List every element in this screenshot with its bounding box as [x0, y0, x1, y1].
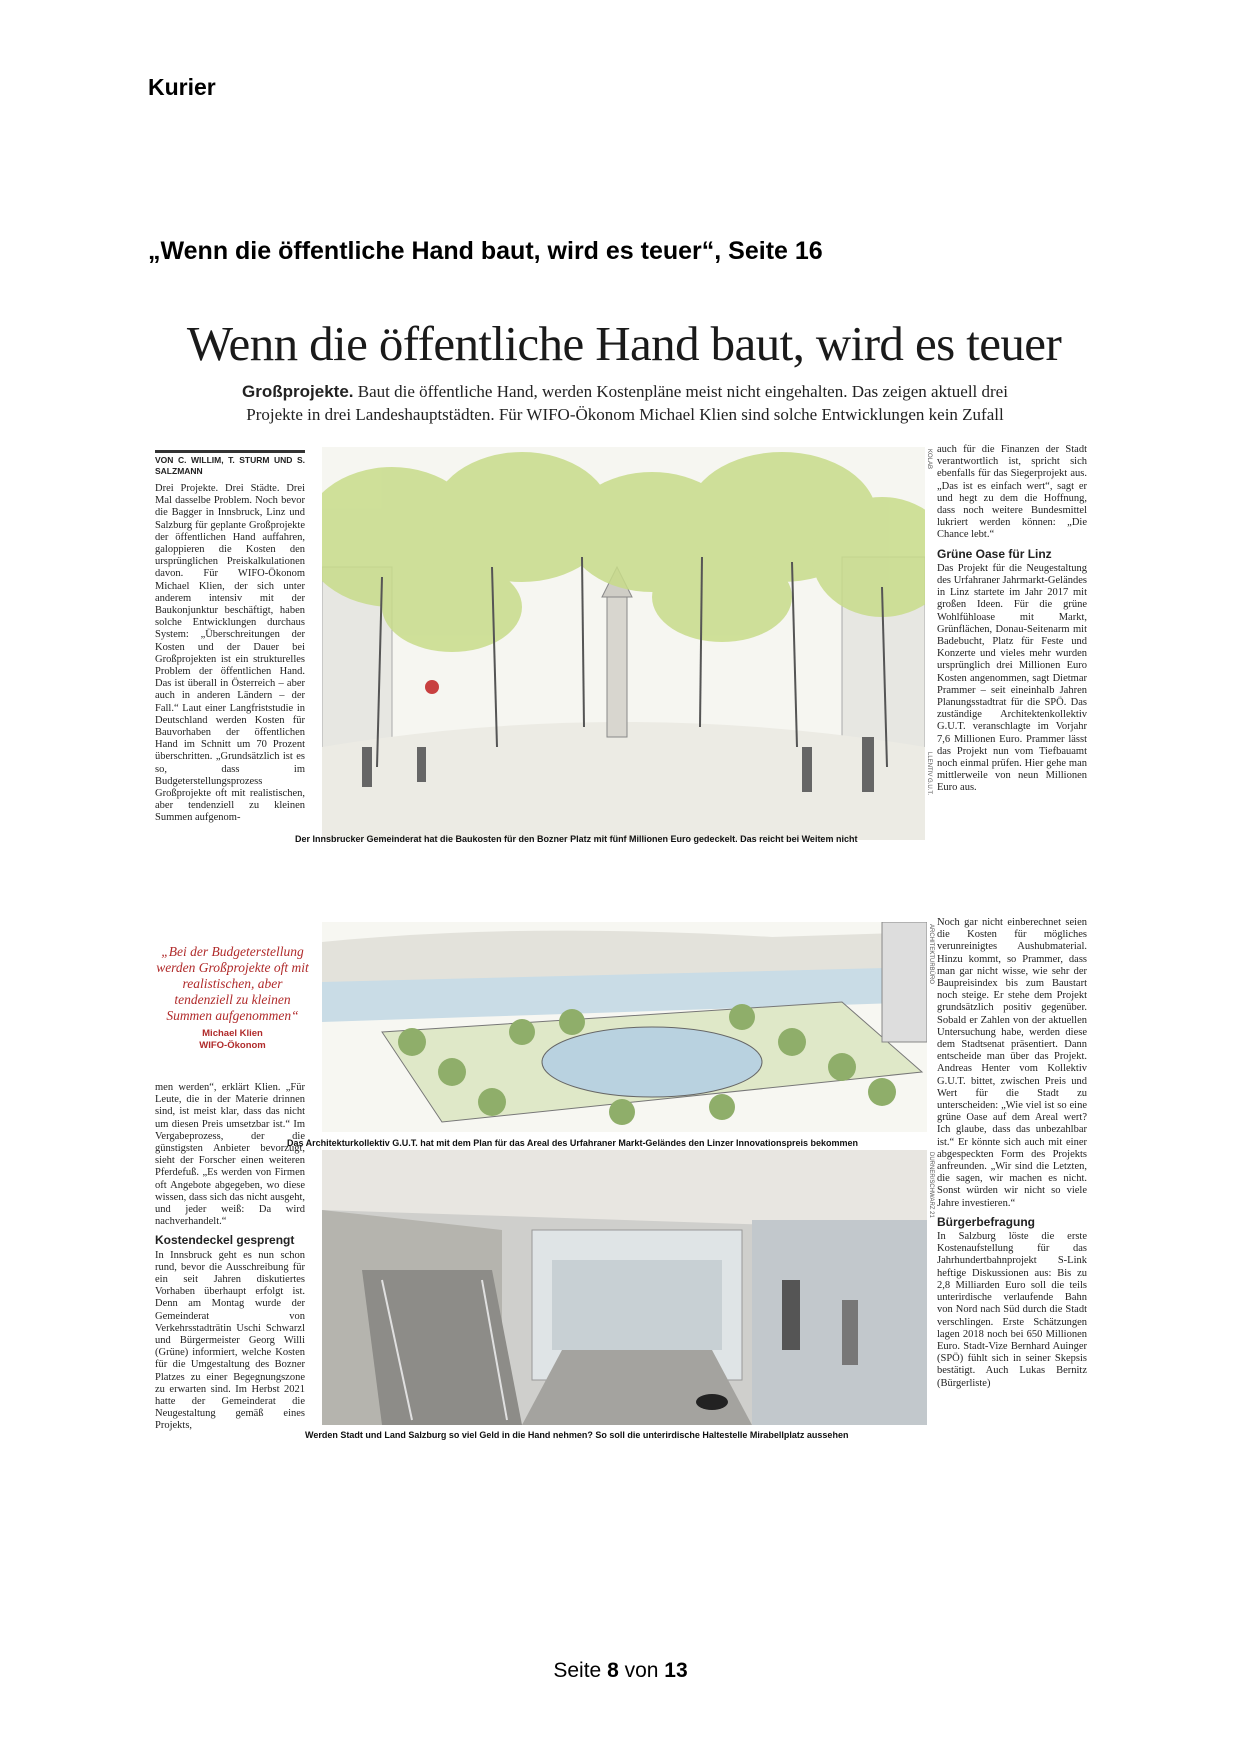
column-3d-text: In Salzburg löste die erste Kostenaufstellung für das Jahrhundertbahnprojekt S-Link heftige Diskussionen aus: Bis zu 2,8 Milliarden Euro soll die teils unterirdische verlaufende Bahn von Nord nach Süd durch die Stadt verschlingen. Erste Schätzungen lagen 2018 noch bei 650 Millionen Euro. Stadt-Vize Bernhard Auinger (SPÖ) fühlt sich in seiner Skepsis bestätigt. Auch Lukas Bernitz (Bürgerliste) [937, 1231, 1087, 1389]
column-3b-text: Das Projekt für die Neugestaltung des Urfahraner Jahrmarkt-Geländes in Linz startete im Jahr 2017 mit großen Ideen. Für die grüne Wohlfühloase mit Markt, Grünflächen, Donau-Seitenarm mit Badebucht, Platz für Feste und Konzerte und vieles mehr wurden ursprünglich drei Millionen Euro Kosten angenommen, sagt Dietmar Prammer – seit eineinhalb Jahren Planungsstadtrat für die SPÖ. Das zuständige Architektenkollektiv G.U.T. veranschlagte im Vorjahr 7,6 Millionen Euro. Prammer lässt das Projekt nun vom Tiefbauamt noch einmal prüfen. Hier gehe man mittlerweile von neun Millionen Euro aus. [937, 562, 1087, 794]
mirabellplatz-render [322, 1150, 927, 1425]
document-title: „Wenn die öffentliche Hand baut, wird es teuer“, Seite 16 [148, 237, 823, 265]
credit-kollektiv: LLENTIV G.U.T. [926, 752, 932, 796]
subhead-buergerbefragung: Bürgerbefragung [937, 1214, 1036, 1229]
column-3-text: auch für die Finanzen der Stadt verantwortlich ist, spricht sich ebenfalls für das Siegerprojekt aus. „Das ist es einfach wert“, sagt er und hegt zu dem die Hoffnung, dass noch weitere Bundesmittel lukriert werden können: „Die Chance lebt.“ [937, 444, 1087, 541]
image-mirabellplatz [322, 1150, 927, 1425]
subhead-kostendeckel: Kostendeckel gesprengt [155, 1233, 295, 1248]
column-1-lower [155, 1082, 305, 1502]
footer-total-pages: 13 [664, 1659, 688, 1682]
footer-page-number: 8 [607, 1659, 619, 1682]
lead-label: Großprojekte. [242, 382, 354, 401]
image-bozner-platz [322, 447, 925, 840]
bozner-platz-sketch [322, 447, 925, 840]
quote-org: WIFO-Ökonom [199, 1040, 266, 1051]
lead-text: Baut die öffentliche Hand, werden Kostenpläne meist nicht eingehalten. Das zeigen aktuell drei Projekte in drei Landeshauptstädten. Für WIFO-Ökonom Michael Klien sind solche Entwicklungen kein Zufall [246, 382, 1008, 424]
pull-quote [155, 944, 310, 1052]
quote-text: „Bei der Budgeterstellung werden Großprojekte oft mit realistischen, aber tendenziell zu kleinen Summen aufgenommen“ [156, 944, 309, 1023]
footer-prefix: Seite [553, 1659, 602, 1682]
credit-kolab: KOLAB [926, 449, 932, 470]
column-1c-text: In Innsbruck geht es nun schon rund, bevor die Ausschreibung für ein seit Jahren diskutiertes Vorhaben überhaupt erfolgt ist. Denn am Montag wurde der Gemeinderat von Verkehrsstadträtin Uschi Schwarzl und Bürgermeister Georg Willi (Grüne) informiert, welche Kosten für die Umgestaltung des Bozner Platzes zu einer Begegnungszone zu erwarten sind. Im Herbst 2021 hatte der Gemeinderat die Neugestaltung gemäß eines Projekts, [155, 1249, 305, 1432]
urfahr-markt-sketch [322, 922, 927, 1132]
caption-urfahr-markt: Das Architekturkollektiv G.U.T. hat mit dem Plan für das Areal des Urfahraner Markt-Geländes den Linzer Innovationspreis bekommen [287, 1138, 858, 1148]
column-1b-text: men werden“, erklärt Klien. „Für Leute, die in der Materie drinnen sind, ist meist klar, dass das nicht um diesen Preis umsetzbar ist.“ Im Vergabeprozess, der die günstigsten Anbieter bevorzugt, sieht der Forscher einen weiteren Pferdefuß. „Es werden von Firmen oft Angebote abgegeben, wo diese wissen, dass sich das nicht ausgeht, und jeder weiß: Da wird nachverhandelt.“ [155, 1082, 305, 1228]
newspaper-clipping [155, 312, 1090, 1504]
byline: VON C. WILLIM, T. STURM UND S. SALZMANN [155, 450, 305, 477]
source-label: Kurier [148, 74, 216, 100]
column-1-text: Drei Projekte. Drei Städte. Drei Mal dasselbe Problem. Noch bevor die Bagger in Innsbruck, Linz und Salzburg für geplante Großprojekte der öffentlichen Hand auffahren, galoppieren die Kosten den ursprünglichen Preiskalkulationen davon. Für WIFO-Ökonom Michael Klien, der sich unter anderem intensiv mit der Baukonjunktur beschäftigt, haben solche Entwicklungen durchaus System: „Überschreitungen der Kosten und der Dauer bei Großprojekten ist ein strukturelles Problem der öffentlichen Hand. Das ist überall in Österreich – aber auch in anderen Ländern – der Fall.“ Laut einer Langfriststudie in Deutschland werden Kosten für Bauvorhaben der öffentlichen Hand im Schnitt um 70 Prozent überschritten. „Grundsätzlich ist es so, dass im Budgeterstellungsprozess Großprojekte oft mit realistischen, aber tendenziell zu kleinen Summen aufgenom- [155, 483, 305, 824]
column-1-upper [155, 450, 305, 890]
footer-middle: von [624, 1659, 659, 1682]
column-3-upper [937, 444, 1087, 889]
article-lead [215, 380, 1035, 426]
column-3-lower [937, 917, 1087, 1502]
article-headline: Wenn die öffentliche Hand baut, wird es teuer [186, 316, 1062, 371]
column-3c-text: Noch gar nicht einberechnet seien die Kosten für mögliches verunreinigtes Aushubmaterial. Hinzu kommt, so Prammer, dass man gar nicht wisse, wie sehr der Baupreisindex bis zum Baustart noch steige. Er stehe dem Projekt grundsätzlich positiv gegenüber. Sobald er Zahlen von der aktuellen Untersuchung habe, werden diese dem Stadtsenat präsentiert. Dann entscheide man über das Projekt. Andreas Henter vom Kollektiv G.U.T. bittet, zwischen Preis und Wert für die Stadt zu unterscheiden: „Wie viel ist so eine grüne Oase auf dem Areal wert? Ich glaube, dass das unbezahlbar ist.“ Er könnte sich auch mit einer abgespeckten Form des Projekts anfreunden. „Wir sind die Letzten, die sagen, wir machen es nicht. Sonst würden wir nicht so viele Jahre investieren.“ [937, 917, 1087, 1209]
caption-bozner-platz: Der Innsbrucker Gemeinderat hat die Baukosten für den Bozner Platz mit fünf Millionen Euro gedeckelt. Das reicht bei Weitem nicht [295, 834, 858, 844]
caption-mirabellplatz: Werden Stadt und Land Salzburg so viel Geld in die Hand nehmen? So soll die unterirdische Haltestelle Mirabellplatz aussehen [305, 1430, 849, 1440]
quote-author: Michael Klien [202, 1028, 263, 1039]
page-footer [0, 1659, 1241, 1683]
credit-architekturbuero: ARCHITEKTURBÜRO [928, 924, 934, 985]
credit-durner: DURNER/SCHWARZ 21 [928, 1152, 934, 1218]
subhead-linz: Grüne Oase für Linz [937, 546, 1052, 561]
image-urfahr-markt [322, 922, 927, 1132]
